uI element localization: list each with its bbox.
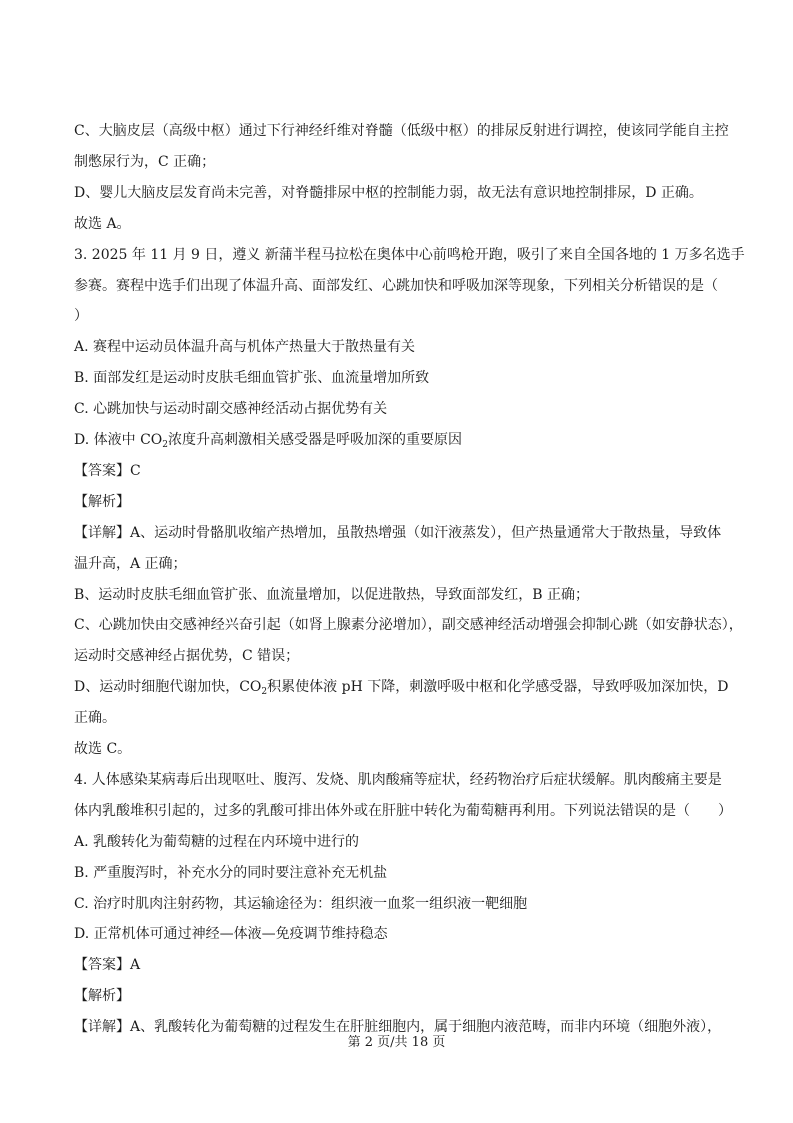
text-line: C、大脑皮层（高级中枢）通过下行神经纤维对脊髓（低级中枢）的排尿反射进行调控，使该同学能自主控 — [74, 123, 729, 139]
option-c: C. 心跳加快与运动时副交感神经活动占据优势有关 — [74, 401, 388, 418]
explanation-line: 正确。 — [74, 710, 116, 727]
question-stem: 4. 人体感染某病毒后出现呕吐、腹泻、发烧、肌肉酸痛等症状，经药物治疗后症状缓解。肌肉酸痛主要是 — [74, 771, 722, 788]
option-d: D. 正常机体可通过神经—体液—免疫调节维持稳态 — [74, 926, 388, 943]
explanation-line: 【详解】A、运动时骨骼肌收缩产热增加，虽散热增强（如汗液蒸发），但产热量通常大于散热量，导致体 — [74, 524, 722, 541]
analysis-label: 【解析】 — [74, 493, 130, 510]
question-stem: 参赛。赛程中选手们出现了体温升高、面部发红、心跳加快和呼吸加深等现象，下列相关分析错误的是（ — [74, 277, 718, 294]
page-footer: 第 2 页/共 18 页 — [347, 1035, 446, 1050]
text-line: D、婴儿大脑皮层发育尚未完善，对脊髓排尿中枢的控制能力弱，故无法有意识地控制排尿，D 正确。 — [74, 184, 703, 201]
text-line: 制憋尿行为，C 正确； — [74, 153, 216, 170]
explanation-line: C、心跳加快由交感神经兴奋引起（如肾上腺素分泌增加），副交感神经活动增强会抑制心跳（如安静状态）， — [74, 617, 743, 634]
explanation-line: 运动时交感神经占据优势，C 错误； — [74, 648, 300, 665]
question-stem: 3. 2025 年 11 月 9 日，遵义 新蒲半程马拉松在奥体中心前鸣枪开跑，吸引了来自全国各地的 1 万多名选手 — [74, 246, 745, 263]
explanation-line: B、运动时皮肤毛细血管扩张、血流量增加，以促进散热，导致面部发红，B 正确； — [74, 586, 590, 603]
question-stem: ） — [74, 308, 88, 325]
option-b: B. 面部发红是运动时皮肤毛细血管扩张、血流量增加所致 — [74, 370, 430, 387]
answer-label: 【答案】A — [74, 957, 141, 974]
answer-label: 【答案】C — [74, 462, 141, 479]
analysis-label: 【解析】 — [74, 988, 130, 1005]
text-line: 故选 A。 — [74, 215, 131, 232]
explanation-line: 温升高，A 正确； — [74, 555, 187, 572]
option-a: A. 赛程中运动员体温升高与机体产热量大于散热量有关 — [74, 339, 416, 356]
explanation-line: 【详解】A、乳酸转化为葡萄糖的过程发生在肝脏细胞内，属于细胞内液范畴，而非内环境（细胞外液）， — [74, 1019, 722, 1036]
question-stem: 体内乳酸堆积引起的，过多的乳酸可排出体外或在肝脏中转化为葡萄糖再利用。下列说法错误的是（ ） — [74, 802, 732, 819]
explanation-line: D、运动时细胞代谢加快，$CO_2$积累使体液 pH 下降，刺激呼吸中枢和化学感受器，导致呼吸加深加快，D — [74, 679, 729, 698]
option-c: C. 治疗时肌肉注射药物，其运输途径为：组织液一血浆一组织液一靶细胞 — [74, 895, 528, 912]
option-a: A. 乳酸转化为葡萄糖的过程在内环境中进行的 — [74, 833, 360, 850]
text-line: 故选 C。 — [74, 741, 132, 757]
option-b: B. 严重腹泻时，补充水分的同时要注意补充无机盐 — [74, 864, 388, 881]
option-d: D. 体液中 $CO_2$浓度升高刺激相关感受器是呼吸加深的重要原因 — [74, 432, 462, 450]
